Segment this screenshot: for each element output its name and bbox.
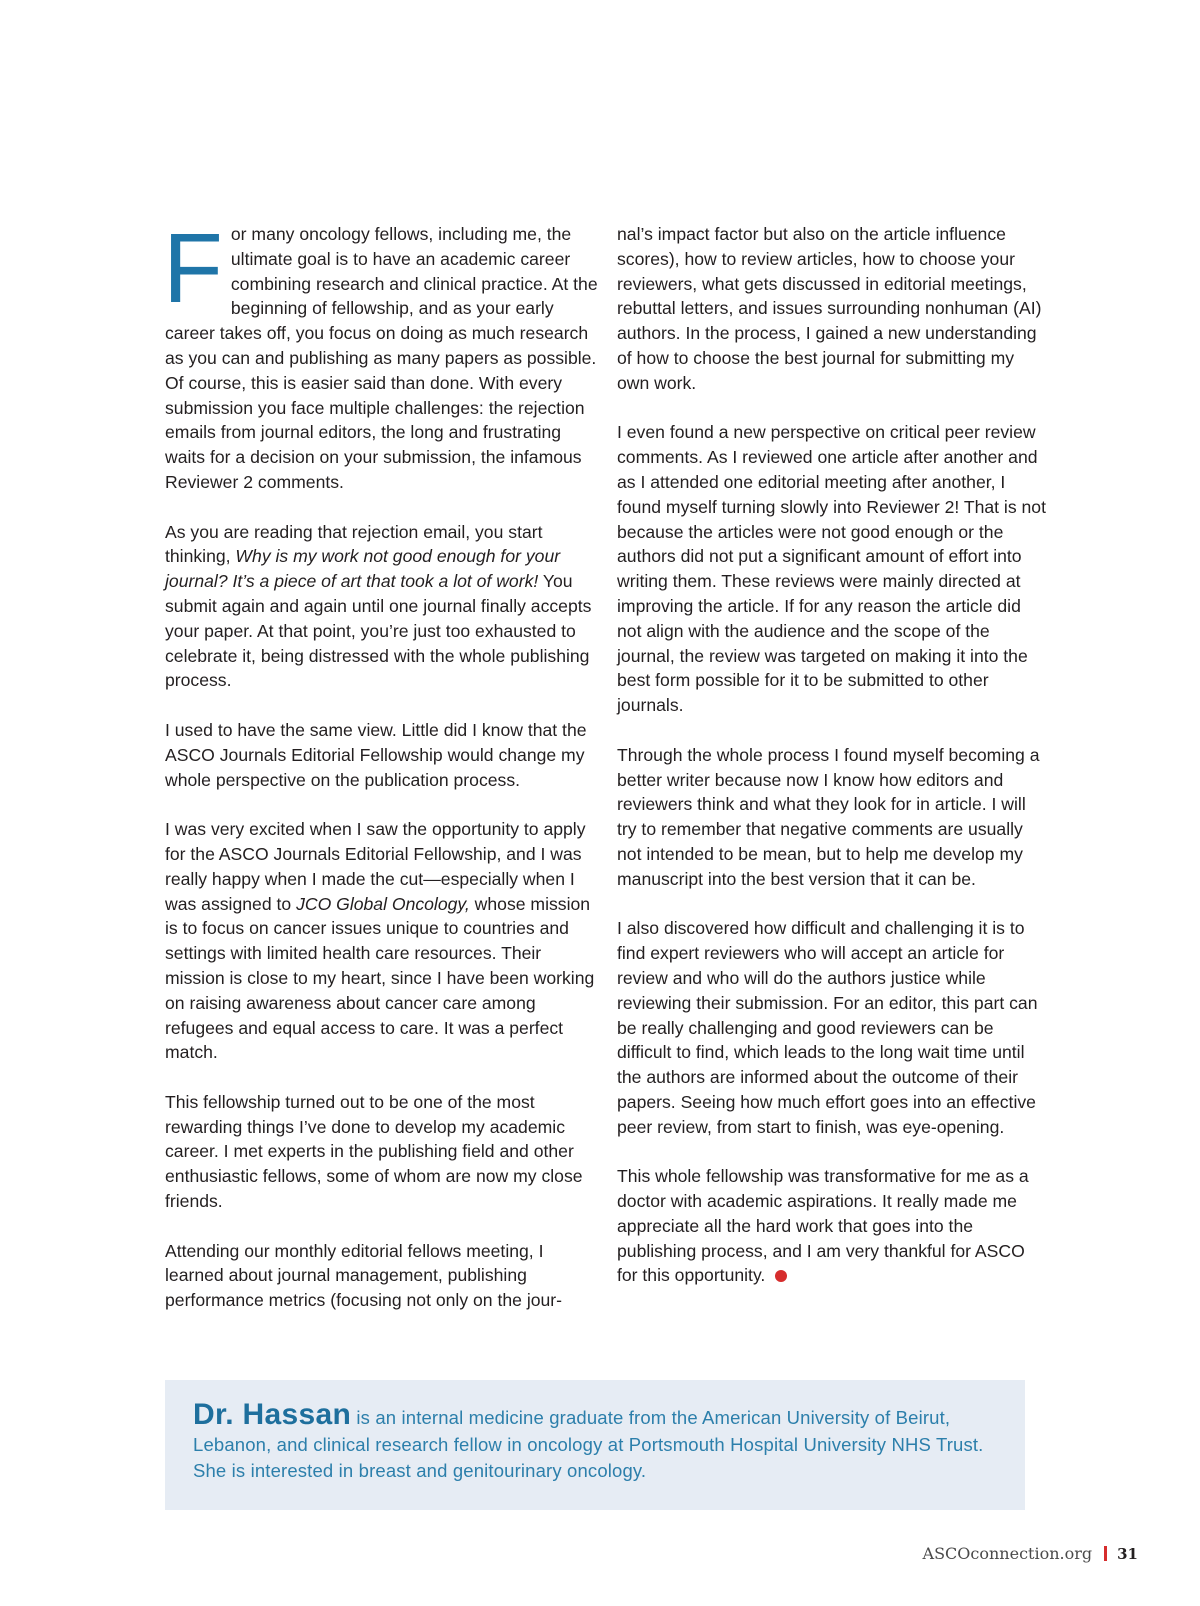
article-paragraph: I used to have the same view. Little did I know that the ASCO Journals Editorial Fellowship would change my whole perspective on the publication process. [165, 719, 587, 790]
article-paragraph: I even found a new perspective on critical peer review comments. As I reviewed one article after another and as I attended one editorial meeting after another, I found myself turning slowly into Reviewer 2! That is not because the articles were not good enough or the authors did not put a significant amount of effort into writing them. These reviews were mainly directed at improving the article. If for any reason the article did not align with the audience and the scope of the journal, the review was targeted on making it into the best form possible for it to be submitted to other journals. [617, 422, 1046, 716]
paragraph-text: You submit again and again until one journal finally accepts your paper. At that point, you’re just too exhausted to celebrate it, being distressed with the whole publishing process. [165, 571, 592, 691]
page-footer [923, 1544, 1138, 1563]
article-right-column [617, 222, 1047, 1288]
article-paragraph: Through the whole process I found myself becoming a better writer because now I know how editors and reviewers think and what they look for in article. I will try to remember that negative comments are usually not intended to be mean, but to help me develop my manuscript into the best version that it can be. [617, 744, 1040, 889]
page-number: 31 [1117, 1544, 1138, 1563]
article-paragraph: Attending our monthly editorial fellows meeting, I learned about journal management, publishing performance metrics (focusing not only on the jour- [165, 1240, 563, 1311]
article-paragraph [163, 213, 599, 495]
journal-title: JCO Global Oncology, [296, 893, 470, 914]
author-bio-box [165, 1380, 1025, 1510]
italic-quote: Why is my work not good enough for your journal? It’s a piece of art that took a lot of work! [165, 546, 561, 592]
article-paragraph [165, 817, 599, 1065]
article-paragraph: This fellowship turned out to be one of the most rewarding things I’ve done to develop my academic career. I met experts in the publishing field and other enthusiastic fellows, some of whom are now my close friends. [165, 1091, 583, 1212]
paragraph-text: or many oncology fellows, including me, the ultimate goal is to have an academic career combining research and clinical practice. At the beginning of fellowship, and as your early career takes off, you focus on doing as much research as you can and publishing as many papers as possible. Of course, this is easier said than done. With every submission you face multiple challenges: the rejection emails from journal editors, the long and frustrating waits for a decision on your submission, the infamous Reviewer 2 comments. [165, 224, 598, 492]
article-left-column [163, 213, 599, 1313]
drop-cap: F [163, 213, 223, 323]
paragraph-text: I was very excited when I saw the opportunity to apply for the ASCO Journals Editorial Fellowship, and I was really happy when I made the cut—especially when I was assigned to [165, 819, 586, 914]
article-paragraph: I also discovered how difficult and challenging it is to find expert reviewers who will accept an article for review and who will do the authors justice while reviewing their submission. For an editor, this part can be really challenging and good reviewers can be difficult to find, which leads to the long wait time until the authors are informed about the outcome of their papers. Seeing how much effort goes into an effective peer review, from start to finish, was eye-opening. [617, 918, 1038, 1137]
paragraph-text: As you are reading that rejection email, you start thinking, [165, 521, 543, 567]
author-bio-text: is an internal medicine graduate from the American University of Beirut, Lebanon, and clinical research fellow in oncology at Portsmouth Hospital University NHS Trust. She is interested in breast and genitourinary oncology. [193, 1407, 984, 1481]
end-of-article-dot-icon [775, 1270, 787, 1282]
article-paragraph: nal’s impact factor but also on the article influence scores), how to review articles, how to choose your reviewers, what gets discussed in editorial meetings, rebuttal letters, and issues surrounding nonhuman (AI) authors. In the process, I gained a new understanding of how to choose the best journal for submitting my own work. [617, 224, 1042, 393]
footer-separator [1104, 1546, 1107, 1561]
article-paragraph [617, 1164, 1047, 1288]
paragraph-text: This whole fellowship was transformative for me as a doctor with academic aspirations. It really made me appreciate all the hard work that goes into the publishing process, and I am very thankful for ASCO for this opportunity. [617, 1166, 1029, 1286]
article-paragraph [165, 520, 599, 694]
footer-site-link[interactable]: ASCOconnection.org [922, 1544, 1093, 1563]
paragraph-text: whose mission is to focus on cancer issues unique to countries and settings with limited health care resources. Their mission is close to my heart, since I have been working on raising awareness about cancer care among refugees and equal access to care. It was a perfect match. [165, 893, 595, 1063]
author-name: Dr. Hassan [193, 1398, 352, 1431]
